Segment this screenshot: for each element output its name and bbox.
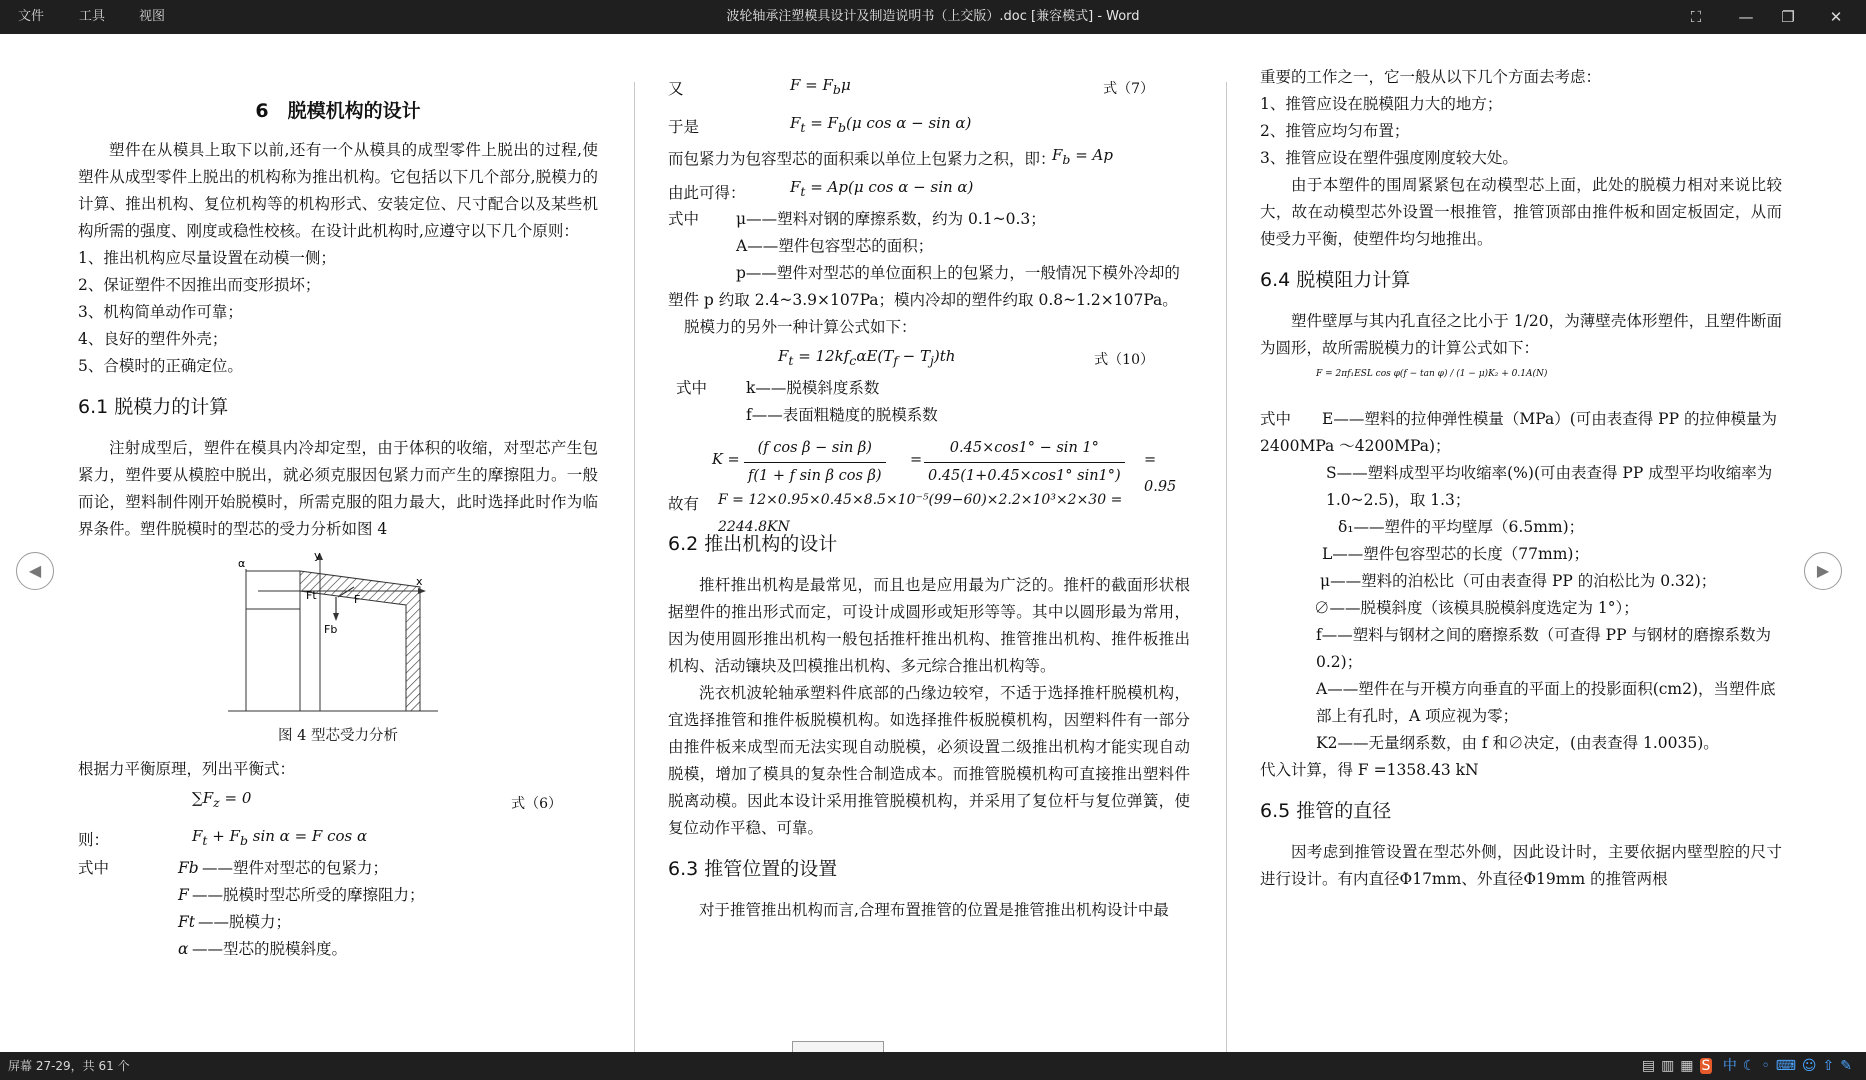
ime-logo-icon[interactable]: S [1701,1058,1711,1074]
push-tube-paragraph: 由于本塑件的围周紧紧包在动模型芯上面，此处的脱模力相对来说比较大，故在动模型芯外设置一根推管，推管顶部由推件板和固定板固定，从而使受力平衡，使塑件均匀地推出。 [1260,176,1782,248]
rule-item: 2、保证塑件不因推出而变形损坏； [78,276,321,294]
core-force-diagram [78,551,598,719]
symbol-definitions-4: 式中 E——塑料的拉伸弹性模量（MPa）(可由表查得 PP 的拉伸模量为 2400MPa ～4200MPa)； S——塑料成型平均收缩率(%)(可由表查得 PP 成型平均收缩率为 1.0~2.5)，取 1.3； δ₁——塑件的平均壁厚（6.5mm)； L——塑件包容型芯的长度（77mm)； μ——塑料的泊松比（可由表查得 PP 的泊松比为 0.32)； ∅——脱模斜度（该模具脱模斜度选定为 1°）； f——塑料与钢材之间的磨擦系数（可查得 PP 与钢材的磨擦系数为 0.2)； A——塑件在与开模方向垂直的平面上的投影面积(cm2)，当塑件底部上有孔时，A 项应视为零； K2——无量纲系数，由 f 和∅决定，(由表查得 1.0035)。 [1260,410,1777,752]
section-heading-6-1: 6.1 脱模力的计算 [78,396,229,418]
symbol-definitions-3: 式中 k——脱模斜度系数 f——表面粗糙度的脱模系数 [676,379,938,424]
fig-label-f: F [354,593,361,606]
previous-page-button[interactable]: ◀ [16,552,54,590]
page-column-3 [1260,34,1782,1052]
page-column-1 [78,34,598,1052]
close-button[interactable]: ✕ [1829,8,1843,26]
section-6-1-paragraph: 注射成型后，塑件在模具内冷却定型，由于体积的收缩，对型芯产生包紧力，塑件要从模腔中脱出，就必须克服因包紧力而产生的摩擦阻力。一般而论，塑料制件刚开始脱模时，所需克服的阻力最大，此时选择此时作为临界条件。塑件脱模时的型芯的受力分析如图 4 [78,439,598,538]
equation-6-number: 式（6） [511,796,562,812]
equation-7-number: 式（7） [1103,81,1154,97]
page-indicator: 屏幕 27-29，共 61 个 [8,1059,130,1073]
calc-result: 代入计算，得 F =1358.43 kN [1260,761,1479,779]
fig-label-y: y [314,551,321,562]
section-6-3-paragraph: 对于推管推出机构而言,合理布置推管的位置是推管推出机构设计中最 [699,901,1169,919]
alt-formula-intro: 脱模力的另外一种计算公式如下： [684,318,917,336]
equation-10: $F_t = 12kf_c\alpha E(T_f - T_j)th$ 式（10） [668,343,1190,373]
print-layout-icon[interactable]: ▥ [1661,1058,1681,1074]
menu-tools[interactable]: 工具 [79,9,106,24]
equation-ft: 故有 F = 12×0.95×0.45×8.5×10⁻⁵(99−60)×2.2×10³×2×30 = 2244.8KN [668,492,1123,535]
column-divider [1226,82,1227,1052]
web-layout-icon[interactable]: ▦ [1680,1058,1700,1074]
equation-9: 由此可得： $F_t = Ap(\mu$ cos α − sin α) [668,178,974,202]
upload-icon[interactable]: ⇧ [1822,1058,1841,1074]
punctuation-icon[interactable]: ◦ [1761,1058,1776,1074]
equation-k: K = $\frac{\text{(f cos β − sin β)}}{\text{f(1 + f sin β cos β)}}$ = $\frac{0.45\times\cos 1^\circ - \sin 1^\circ}{0.45(1+0.45\times\cos 1^\circ \sin 1^\circ)}$ = 0.95 [668,435,1190,483]
fig-label-x: x [416,575,423,588]
read-mode-icon[interactable]: ▤ [1641,1058,1662,1074]
reading-area [0,34,1866,1052]
symbol-definitions-1: 式中 Fb ——塑件对型芯的包紧力； F ——脱模时型芯所受的摩擦阻力； Ft ——脱模力； α ——型芯的脱模斜度。 [78,859,425,958]
demolding-formula: F = 2πf₁ESL cos φ(f − tan φ) / (1 − μ)K₂ + 0.1A(N) [1316,369,1548,379]
rule-item: 5、合模时的正确定位。 [78,357,243,375]
continued-paragraph: 重要的工作之一，它一般从以下几个方面去考虑： [1260,68,1602,86]
tools-icon[interactable]: ✎ [1840,1058,1858,1074]
figure-4 [78,551,598,719]
list-item: 2、推管应均匀布置； [1260,122,1410,140]
user-icon[interactable]: ☺ [1801,1058,1823,1074]
section-heading-6-2: 6.2 推出机构的设计 [668,533,838,555]
section-6-4-paragraph: 塑件壁厚与其内孔直径之比小于 1/20，为薄壁壳体形塑件，且塑件断面为圆形，故所需脱模力的计算公式如下： [1260,312,1782,357]
keyboard-icon[interactable]: ⌨ [1775,1058,1802,1074]
balance-text: 根据力平衡原理，列出平衡式： [78,760,296,778]
minimize-button[interactable]: — [1738,8,1754,26]
intro-paragraph: 塑件在从模具上取下以前,还有一个从模具的成型零件上脱出的过程,使塑件从成型零件上脱出的机构称为推出机构。它包括以下几个部分,脱模力的计算、推出机构、复位机构等的机构形式、安装定位、尺寸配合以及某些机构所需的强度、刚度或稳性校核。在设计此机构时,应遵守以下几个原则： [78,141,598,240]
fig-label-ft: Ft [306,589,317,602]
equation-7: 又 $F = F_b\mu$ 式（7） [668,72,1190,102]
list-item: 1、推管应设在脱模阻力大的地方； [1260,95,1503,113]
window-title: 波轮轴承注塑模具设计及制造说明书（上交版）.doc [兼容模式] - Word [726,9,1140,24]
symbol-definitions-2: 式中 μ——塑料对钢的摩擦系数，约为 0.1~0.3； A——塑件包容型芯的面积； p——塑件对型芯的单位面积上的包紧力，一般情况下模外冷却的 [668,210,1180,282]
ime-mode[interactable]: 中 [1722,1058,1743,1074]
section-heading-6-5: 6.5 推管的直径 [1260,800,1392,822]
title-bar [0,0,1866,34]
section-heading-6-3: 6.3 推管位置的设置 [668,858,838,880]
restore-button[interactable]: ❐ [1781,8,1795,26]
page-column-2 [668,34,1190,1052]
rule-item: 4、良好的塑件外壳； [78,330,228,348]
section-6-5-paragraph: 因考虑到推管设置在型芯外侧，因此设计时，主要依据内壁型腔的尺寸进行设计。有内直径Φ17mm、外直径Φ19mm 的推管两根 [1260,843,1782,888]
rule-item: 3、机构简单动作可靠； [78,303,243,321]
fullscreen-icon[interactable]: ⛶ [1690,8,1702,26]
column-divider [634,82,635,1052]
definition-continuation: 塑件 p 约取 2.4~3.9×107Pa；模内冷却的塑件约取 0.8~1.2×107Pa。 [668,291,1178,309]
section-6-2-paragraph-1: 推杆推出机构是最常见，而且也是应用最为广泛的。推杆的截面形状根据塑件的推出形式而定，可设计成圆形或矩形等等。其中以圆形最为常用，因为使用圆形推出机构一般包括推杆推出机构、推管推出机构、推件板推出机构、活动镶块及凹模推出机构、多元综合推出机构等。 [668,576,1190,675]
section-heading-6-4: 6.4 脱模阻力计算 [1260,269,1411,291]
status-bar [0,1052,1866,1080]
menu-view[interactable]: 视图 [139,9,166,24]
clamp-force-line: 而包紧力为包容型芯的面积乘以单位上包紧力之积，即： $F_b = Ap$ [668,146,1113,168]
section-6-2-paragraph-2: 洗衣机波轮轴承塑料件底部的凸缘边较窄，不适于选择推杆脱模机构，宜选择推管和推件板脱模机构。如选择推件板脱模机构，因塑料件有一部分由推件板来成型而无法实现自动脱模，必须设置二级推出机构才能实现自动脱模，增加了模具的复杂性合制造成本。而推管脱模机构可直接推出塑料件脱离动模。因此本设计采用推管脱模机构，并采用了复位杆与复位弹簧，使复位动作平稳、可靠。 [668,684,1190,837]
equation-6: $\sum F_z = 0$ 式（6） [78,785,598,821]
equation-10-number: 式（10） [1094,352,1154,368]
equation-8: 于是 $F_t = F_b(\mu$ cos α − sin α) [668,114,972,136]
fig-label-fb: Fb [324,623,338,636]
fig-label-alpha: α [238,557,246,570]
next-page-button[interactable]: ▶ [1804,552,1842,590]
figure-caption: 图 4 型芯受力分析 [278,728,398,744]
menu-file[interactable]: 文件 [18,9,45,24]
moon-icon[interactable]: ☾ [1742,1058,1762,1074]
list-item: 3、推管应设在塑件强度刚度较大处。 [1260,149,1518,167]
chapter-heading: 6 脱模机构的设计 [255,100,421,122]
equation-then: 则： $F_t + F_b$ sin α = F cos α [78,827,368,849]
rule-item: 1、推出机构应尽量设置在动模一侧； [78,249,336,267]
status-tray [1642,1052,1858,1080]
